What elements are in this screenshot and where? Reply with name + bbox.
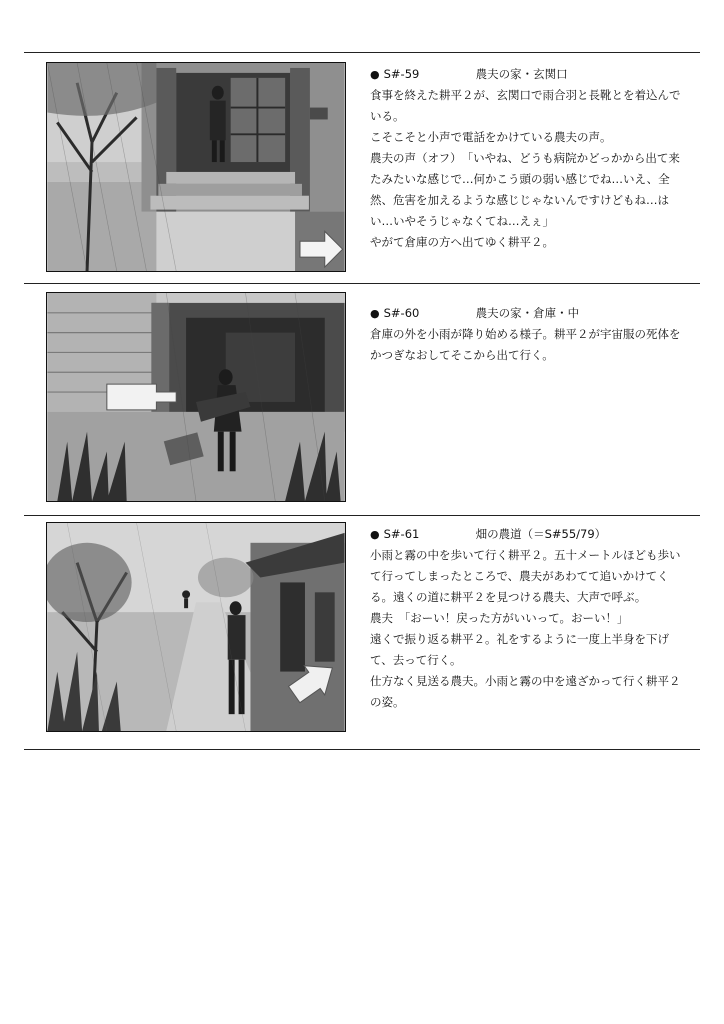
scene-location: 農夫の家・倉庫・中 (475, 306, 580, 320)
scene-line: やがて倉庫の方へ出てゆく耕平２。 (370, 235, 554, 249)
scene-line: 小雨と霧の中を歩いて行く耕平２。五十メートルほども歩いて行ってしまったところで、農夫があわてて追いかけてくる。遠くの道に耕平２を見つける農夫、大声で呼ぶ。 (370, 548, 681, 604)
bullet-icon: ● (370, 307, 380, 320)
divider-line (24, 749, 700, 750)
scene-line: 仕方なく見送る農夫。小雨と霧の中を遠ざかって行く耕平２の姿。 (370, 674, 681, 709)
storyboard-panel-s59 (46, 62, 346, 272)
scene-number: S#-60 (383, 306, 420, 320)
scene-number: S#-59 (383, 67, 420, 81)
scene-heading (370, 524, 690, 545)
scene-number: S#-61 (383, 527, 420, 541)
scene-block-s60 (370, 303, 690, 366)
farm-road-sketch (47, 523, 345, 731)
bullet-icon: ● (370, 528, 380, 541)
doorway-sketch (47, 63, 345, 271)
scene-line: 倉庫の外を小雨が降り始める様子。耕平２が宇宙服の死体をかつぎなおしてそこから出て行く。 (370, 327, 681, 362)
scene-heading (370, 64, 690, 85)
scene-location: 畑の農道（＝S#55/79） (475, 527, 607, 541)
divider-line (24, 515, 700, 516)
scene-heading (370, 303, 690, 324)
scene-location: 農夫の家・玄関口 (475, 67, 568, 81)
bullet-icon: ● (370, 68, 380, 81)
scene-line: 食事を終えた耕平２が、玄関口で雨合羽と長靴とを着込んでいる。 (370, 88, 681, 123)
scene-line: 農夫 「おーい！戻った方がいいって。おーい！」 (370, 611, 629, 625)
scene-line: こそこそと小声で電話をかけている農夫の声。 (370, 130, 612, 144)
scene-line: 農夫の声（オフ） 「いやね、どうも病院かどっかから出て来たみたいな感じで…何かこう頭の弱い感じでね…いえ、全然、危害を加えるような感じじゃないんですけどもね…はい…いやそうじゃなくてね…えぇ」 (370, 151, 680, 228)
divider-line (24, 52, 700, 53)
warehouse-sketch (47, 293, 345, 501)
scene-block-s61 (370, 524, 690, 713)
scene-line: 遠くで振り返る耕平２。礼をするように一度上半身を下げて、去って行く。 (370, 632, 669, 667)
storyboard-panel-s61 (46, 522, 346, 732)
divider-line (24, 283, 700, 284)
scene-block-s59 (370, 64, 690, 253)
storyboard-panel-s60 (46, 292, 346, 502)
